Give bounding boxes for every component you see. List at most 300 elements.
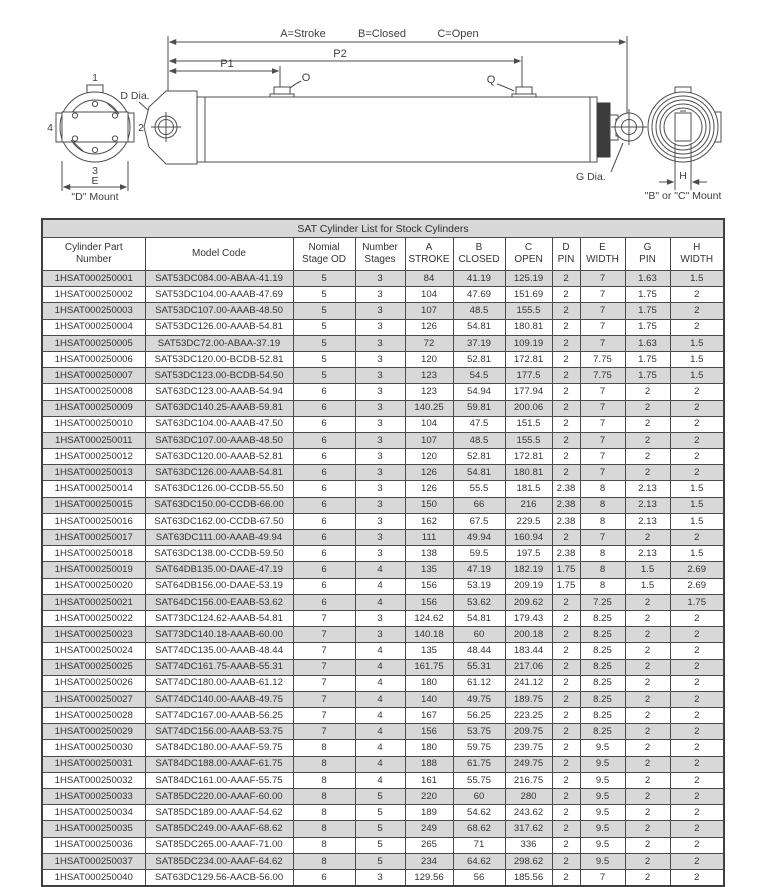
table-row	[42, 643, 724, 659]
table-cell: 2	[552, 853, 580, 869]
table-cell: 8	[293, 821, 355, 837]
table-cell: 4	[355, 594, 405, 610]
table-cell: 5	[293, 351, 355, 367]
table-cell: 1.75	[625, 303, 670, 319]
table-cell: 3	[355, 869, 405, 886]
table-cell: 3	[355, 319, 405, 335]
table-cell: 223.25	[505, 708, 552, 724]
table-cell: 9.5	[580, 756, 625, 772]
table-cell: 68.62	[453, 821, 505, 837]
table-row	[42, 465, 724, 481]
table-row	[42, 319, 724, 335]
table-cell: 41.19	[453, 271, 505, 287]
table-cell: 54.81	[453, 465, 505, 481]
table-cell: 2	[670, 627, 724, 643]
table-cell: SAT63DC150.00-CCDB-66.00	[145, 497, 293, 513]
table-cell: 2	[552, 643, 580, 659]
table-row	[42, 335, 724, 351]
table-cell: 107	[405, 303, 453, 319]
table-cell: 2	[625, 610, 670, 626]
table-cell: 1HSAT000250017	[42, 530, 145, 546]
table-cell: 2.13	[625, 513, 670, 529]
table-cell: 2	[552, 610, 580, 626]
table-cell: 151.69	[505, 287, 552, 303]
table-cell: 6	[293, 416, 355, 432]
table-cell: 1.5	[670, 513, 724, 529]
table-cell: 2.13	[625, 546, 670, 562]
table-cell: 150	[405, 497, 453, 513]
table-title-row	[42, 219, 724, 238]
table-cell: SAT53DC084.00-ABAA-41.19	[145, 271, 293, 287]
label-c-open: C=Open	[437, 28, 479, 40]
table-cell: 4	[355, 643, 405, 659]
table-cell: 1HSAT000250026	[42, 675, 145, 691]
table-cell: 66	[453, 497, 505, 513]
table-cell: 298.62	[505, 853, 552, 869]
table-cell: 1HSAT000250030	[42, 740, 145, 756]
table-cell: 155.5	[505, 432, 552, 448]
table-cell: 6	[293, 594, 355, 610]
table-cell: 7	[293, 610, 355, 626]
table-cell: 2	[670, 821, 724, 837]
table-cell: 7	[293, 627, 355, 643]
label-pos2: 2	[138, 122, 144, 134]
table-cell: SAT73DC124.62-AAAB-54.81	[145, 610, 293, 626]
cylinder-table-body	[42, 271, 724, 887]
table-cell: 9.5	[580, 805, 625, 821]
table-cell: 2	[552, 724, 580, 740]
table-cell: 56	[453, 869, 505, 886]
table-cell: 120	[405, 449, 453, 465]
cylinder-side-view	[144, 72, 647, 183]
table-cell: 5	[293, 319, 355, 335]
table-cell: 2	[670, 837, 724, 853]
table-cell: 60	[453, 789, 505, 805]
table-cell: 2	[625, 853, 670, 869]
table-cell: 2	[670, 724, 724, 740]
table-row	[42, 675, 724, 691]
table-cell: 216.75	[505, 772, 552, 788]
table-cell: 156	[405, 578, 453, 594]
label-pos1: 1	[92, 72, 98, 84]
table-cell: 229.5	[505, 513, 552, 529]
table-cell: 239.75	[505, 740, 552, 756]
table-cell: 5	[293, 368, 355, 384]
table-cell: 8	[293, 789, 355, 805]
table-cell: 7	[580, 869, 625, 886]
table-cell: 172.81	[505, 351, 552, 367]
table-cell: 5	[355, 821, 405, 837]
table-cell: 2	[552, 740, 580, 756]
table-cell: SAT84DC161.00-AAAF-55.75	[145, 772, 293, 788]
table-cell: 1HSAT000250033	[42, 789, 145, 805]
table-cell: 8	[293, 853, 355, 869]
label-g-dia: G Dia.	[576, 171, 606, 183]
table-row	[42, 368, 724, 384]
table-cell: 107	[405, 432, 453, 448]
table-cell: 54.62	[453, 805, 505, 821]
table-cell: 7.25	[580, 594, 625, 610]
label-d-mount: "D" Mount	[71, 191, 119, 203]
table-cell: SAT63DC120.00-AAAB-52.81	[145, 449, 293, 465]
table-cell: SAT74DC161.75-AAAB-55.31	[145, 659, 293, 675]
table-cell: 7	[580, 416, 625, 432]
table-cell: 54.81	[453, 610, 505, 626]
table-cell: 8	[580, 546, 625, 562]
table-title: SAT Cylinder List for Stock Cylinders	[42, 219, 724, 238]
table-cell: 8.25	[580, 643, 625, 659]
table-cell: 4	[355, 772, 405, 788]
table-row	[42, 789, 724, 805]
table-cell: 5	[355, 789, 405, 805]
table-cell: 2	[670, 675, 724, 691]
table-cell: 2	[552, 287, 580, 303]
table-cell: 2	[552, 400, 580, 416]
table-cell: 9.5	[580, 821, 625, 837]
table-cell: SAT63DC140.25-AAAB-59.81	[145, 400, 293, 416]
table-cell: 6	[293, 432, 355, 448]
table-cell: 126	[405, 481, 453, 497]
table-cell: 8.25	[580, 691, 625, 707]
table-cell: 6	[293, 400, 355, 416]
table-cell: 2	[670, 432, 724, 448]
table-cell: 200.18	[505, 627, 552, 643]
table-cell: 2.38	[552, 481, 580, 497]
table-cell: SAT64DB156.00-DAAE-53.19	[145, 578, 293, 594]
table-cell: 2	[625, 530, 670, 546]
table-cell: 4	[355, 578, 405, 594]
table-cell: 2	[625, 643, 670, 659]
table-cell: 124.62	[405, 610, 453, 626]
table-cell: SAT63DC104.00-AAAB-47.50	[145, 416, 293, 432]
table-cell: 2	[670, 643, 724, 659]
table-cell: 2	[552, 303, 580, 319]
table-cell: 1HSAT000250001	[42, 271, 145, 287]
bc-mount-view	[645, 87, 722, 202]
table-cell: 161	[405, 772, 453, 788]
table-cell: 7	[580, 271, 625, 287]
table-cell: 2	[552, 772, 580, 788]
table-cell: 8	[293, 805, 355, 821]
table-cell: 209.62	[505, 594, 552, 610]
table-cell: 182.19	[505, 562, 552, 578]
label-b-closed: B=Closed	[357, 28, 407, 40]
label-o-port: O	[301, 72, 311, 84]
table-cell: 52.81	[453, 449, 505, 465]
table-cell: 1HSAT000250012	[42, 449, 145, 465]
label-a-stroke: A=Stroke	[280, 28, 326, 40]
table-cell: 155.5	[505, 303, 552, 319]
table-cell: 140.18	[405, 627, 453, 643]
table-cell: 49.75	[453, 691, 505, 707]
table-cell: 129.56	[405, 869, 453, 886]
table-cell: 2	[670, 449, 724, 465]
table-cell: 317.62	[505, 821, 552, 837]
table-cell: 1HSAT000250016	[42, 513, 145, 529]
table-cell: 1HSAT000250008	[42, 384, 145, 400]
table-cell: SAT85DC234.00-AAAF-64.62	[145, 853, 293, 869]
table-cell: 59.75	[453, 740, 505, 756]
table-cell: 2	[625, 449, 670, 465]
table-row	[42, 627, 724, 643]
table-cell: 7	[580, 400, 625, 416]
table-cell: 2.69	[670, 562, 724, 578]
table-cell: 189	[405, 805, 453, 821]
table-row	[42, 853, 724, 869]
table-cell: 8.25	[580, 675, 625, 691]
table-cell: 1.75	[625, 368, 670, 384]
table-cell: 104	[405, 416, 453, 432]
table-cell: 234	[405, 853, 453, 869]
table-cell: 1.63	[625, 271, 670, 287]
table-cell: 2.13	[625, 481, 670, 497]
table-row	[42, 578, 724, 594]
table-cell: 167	[405, 708, 453, 724]
table-cell: 1HSAT000250037	[42, 853, 145, 869]
column-header: G PIN	[625, 238, 670, 271]
table-cell: 6	[293, 497, 355, 513]
table-cell: 2	[552, 708, 580, 724]
label-bc-mount: "B" or "C" Mount	[644, 190, 722, 202]
table-cell: 47.19	[453, 562, 505, 578]
table-cell: 180	[405, 675, 453, 691]
table-cell: 135	[405, 643, 453, 659]
column-header: Model Code	[145, 238, 293, 271]
table-cell: 3	[355, 530, 405, 546]
label-q-port: Q	[486, 74, 496, 86]
table-cell: 1HSAT000250022	[42, 610, 145, 626]
table-cell: 156	[405, 724, 453, 740]
table-cell: 54.5	[453, 368, 505, 384]
table-cell: 8	[293, 756, 355, 772]
table-row	[42, 481, 724, 497]
table-cell: 1.5	[625, 562, 670, 578]
table-cell: 2	[552, 805, 580, 821]
table-cell: 3	[355, 384, 405, 400]
table-cell: 7	[293, 724, 355, 740]
table-row	[42, 416, 724, 432]
table-cell: 161.75	[405, 659, 453, 675]
table-cell: 1HSAT000250015	[42, 497, 145, 513]
table-row	[42, 287, 724, 303]
table-cell: 1.75	[625, 287, 670, 303]
table-cell: 3	[355, 287, 405, 303]
table-cell: 5	[293, 287, 355, 303]
table-cell: 2	[625, 400, 670, 416]
cylinder-spec-table-wrap	[41, 218, 725, 887]
table-cell: 1.63	[625, 335, 670, 351]
table-cell: 2	[625, 432, 670, 448]
table-cell: 140.25	[405, 400, 453, 416]
table-cell: 5	[293, 271, 355, 287]
label-d-dia: D Dia.	[120, 90, 150, 102]
table-cell: SAT73DC140.18-AAAB-60.00	[145, 627, 293, 643]
table-cell: SAT85DC220.00-AAAF-60.00	[145, 789, 293, 805]
column-header: Nomial Stage OD	[293, 238, 355, 271]
table-cell: 2	[552, 368, 580, 384]
table-cell: 7	[293, 691, 355, 707]
table-cell: 2	[625, 837, 670, 853]
table-cell: 5	[355, 837, 405, 853]
table-cell: 4	[355, 708, 405, 724]
table-cell: SAT74DC156.00-AAAB-53.75	[145, 724, 293, 740]
table-row	[42, 530, 724, 546]
table-cell: 8	[580, 513, 625, 529]
table-cell: 2	[670, 400, 724, 416]
table-cell: 2	[552, 691, 580, 707]
table-cell: 2	[670, 610, 724, 626]
table-row	[42, 400, 724, 416]
table-cell: 1HSAT000250007	[42, 368, 145, 384]
table-cell: 1HSAT000250013	[42, 465, 145, 481]
table-cell: 2	[670, 789, 724, 805]
table-cell: 336	[505, 837, 552, 853]
table-cell: 1HSAT000250006	[42, 351, 145, 367]
table-cell: 2	[625, 869, 670, 886]
table-cell: 54.94	[453, 384, 505, 400]
table-cell: 7	[293, 675, 355, 691]
table-row	[42, 740, 724, 756]
table-cell: 1HSAT000250031	[42, 756, 145, 772]
table-cell: 3	[355, 271, 405, 287]
table-cell: 2	[670, 319, 724, 335]
table-cell: 56.25	[453, 708, 505, 724]
table-cell: 7	[580, 335, 625, 351]
table-cell: 47.69	[453, 287, 505, 303]
table-cell: 2	[625, 659, 670, 675]
column-header: H WIDTH	[670, 238, 724, 271]
table-cell: 55.5	[453, 481, 505, 497]
table-row	[42, 837, 724, 853]
table-cell: SAT85DC249.00-AAAF-68.62	[145, 821, 293, 837]
table-cell: 177.5	[505, 368, 552, 384]
table-cell: 3	[355, 546, 405, 562]
table-cell: 53.75	[453, 724, 505, 740]
table-cell: SAT53DC104.00-AAAB-47.69	[145, 287, 293, 303]
table-cell: 47.5	[453, 416, 505, 432]
table-cell: 2	[625, 740, 670, 756]
table-cell: 3	[355, 465, 405, 481]
column-header: Cylinder Part Number	[42, 238, 145, 271]
table-cell: 7.75	[580, 351, 625, 367]
table-cell: 1.5	[670, 271, 724, 287]
table-cell: 172.81	[505, 449, 552, 465]
table-row	[42, 708, 724, 724]
table-cell: SAT63DC111.00-AAAB-49.94	[145, 530, 293, 546]
table-cell: 67.5	[453, 513, 505, 529]
table-cell: 138	[405, 546, 453, 562]
table-cell: 55.75	[453, 772, 505, 788]
table-cell: 1.5	[670, 368, 724, 384]
table-cell: SAT53DC72.00-ABAA-37.19	[145, 335, 293, 351]
table-cell: 6	[293, 562, 355, 578]
table-cell: 2	[670, 691, 724, 707]
cylinder-diagram-svg	[0, 0, 767, 216]
table-cell: 5	[293, 303, 355, 319]
table-cell: 55.31	[453, 659, 505, 675]
table-cell: 53.19	[453, 578, 505, 594]
table-cell: 177.94	[505, 384, 552, 400]
table-cell: 1HSAT000250027	[42, 691, 145, 707]
table-cell: 2	[552, 449, 580, 465]
table-cell: 1.5	[625, 578, 670, 594]
table-cell: 6	[293, 530, 355, 546]
table-cell: 109.19	[505, 335, 552, 351]
table-cell: 8.25	[580, 724, 625, 740]
table-row	[42, 432, 724, 448]
table-cell: 37.19	[453, 335, 505, 351]
table-cell: 2	[552, 821, 580, 837]
table-cell: 9.5	[580, 740, 625, 756]
table-cell: 2	[552, 756, 580, 772]
table-cell: 2	[552, 675, 580, 691]
table-cell: 2	[670, 303, 724, 319]
table-cell: SAT64DB135.00-DAAE-47.19	[145, 562, 293, 578]
table-cell: 3	[355, 351, 405, 367]
table-cell: 1.5	[670, 335, 724, 351]
table-cell: 180.81	[505, 465, 552, 481]
table-cell: 1HSAT000250034	[42, 805, 145, 821]
table-cell: 1HSAT000250002	[42, 287, 145, 303]
table-cell: 1HSAT000250009	[42, 400, 145, 416]
table-cell: SAT85DC265.00-AAAF-71.00	[145, 837, 293, 853]
table-cell: 2	[625, 627, 670, 643]
table-cell: 2	[625, 708, 670, 724]
table-cell: 61.75	[453, 756, 505, 772]
table-cell: 2	[625, 756, 670, 772]
table-cell: 1HSAT000250023	[42, 627, 145, 643]
table-cell: 9.5	[580, 789, 625, 805]
table-cell: SAT74DC135.00-AAAB-48.44	[145, 643, 293, 659]
table-cell: 2	[670, 465, 724, 481]
table-row	[42, 724, 724, 740]
table-row	[42, 756, 724, 772]
table-row	[42, 449, 724, 465]
table-cell: 2	[552, 271, 580, 287]
table-cell: 4	[355, 724, 405, 740]
table-cell: 189.75	[505, 691, 552, 707]
table-cell: 2	[670, 805, 724, 821]
table-cell: 2	[625, 594, 670, 610]
table-cell: 3	[355, 449, 405, 465]
table-cell: 1.5	[670, 497, 724, 513]
table-row	[42, 610, 724, 626]
table-cell: 59.81	[453, 400, 505, 416]
table-cell: 123	[405, 384, 453, 400]
table-cell: 54.81	[453, 319, 505, 335]
table-cell: 4	[355, 562, 405, 578]
table-cell: 1.75	[552, 578, 580, 594]
table-cell: 6	[293, 578, 355, 594]
table-row	[42, 351, 724, 367]
table-cell: 111	[405, 530, 453, 546]
table-cell: SAT63DC162.00-CCDB-67.50	[145, 513, 293, 529]
table-cell: SAT53DC107.00-AAAB-48.50	[145, 303, 293, 319]
table-cell: 2	[625, 789, 670, 805]
table-cell: 2	[552, 659, 580, 675]
table-cell: SAT74DC167.00-AAAB-56.25	[145, 708, 293, 724]
table-cell: 61.12	[453, 675, 505, 691]
table-cell: 72	[405, 335, 453, 351]
table-cell: 3	[355, 335, 405, 351]
table-cell: 7	[580, 449, 625, 465]
d-mount-view	[47, 72, 158, 203]
table-cell: 188	[405, 756, 453, 772]
table-cell: 180.81	[505, 319, 552, 335]
table-cell: 1HSAT000250010	[42, 416, 145, 432]
table-cell: 123	[405, 368, 453, 384]
table-cell: SAT74DC180.00-AAAB-61.12	[145, 675, 293, 691]
